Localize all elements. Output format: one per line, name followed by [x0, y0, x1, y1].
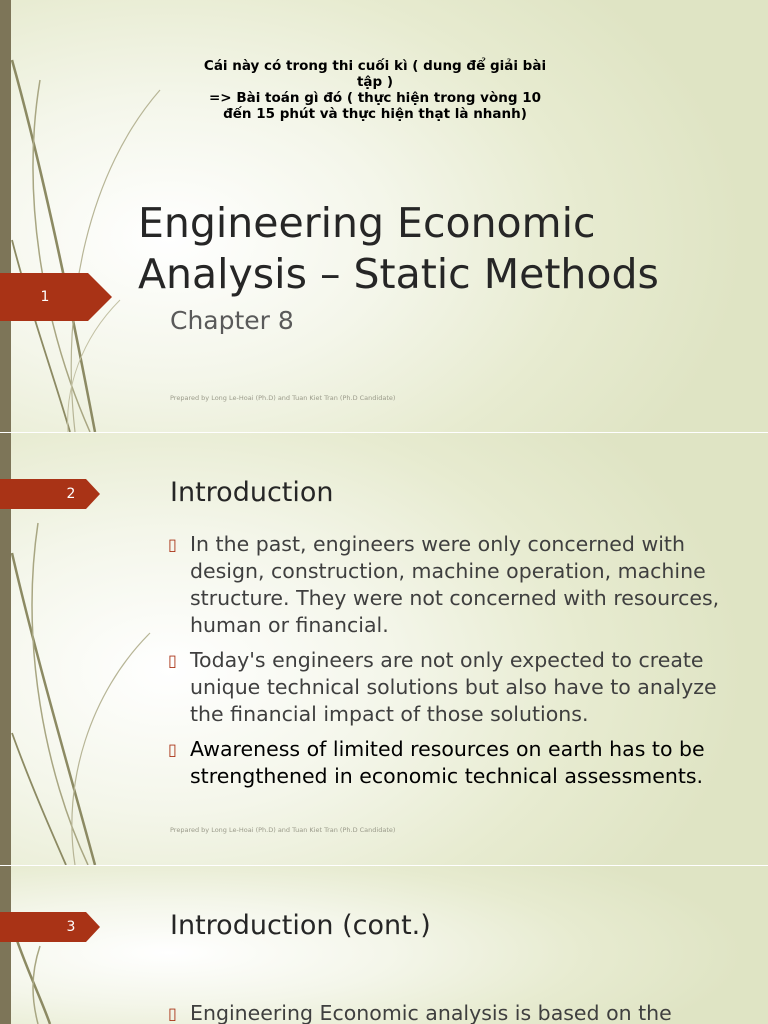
bullet-list [168, 1000, 743, 1024]
bullet-text: Awareness of limited resources on earth has to be strengthened in economic technical assessments. [190, 737, 705, 788]
note-line: Cái này có trong thi cuối kì ( dung để giải bài [203, 58, 547, 74]
slide-1[interactable] [0, 0, 768, 432]
slide-number-tab [0, 273, 112, 321]
slide-number-tab [0, 479, 100, 509]
slide-number-tab [0, 912, 100, 942]
list-item [168, 1000, 743, 1024]
slide-number: 1 [40, 289, 50, 305]
note-line: đến 15 phút và thực hiện thạt là nhanh) [223, 106, 527, 122]
slide-title [138, 198, 758, 300]
slide-heading: Introduction [170, 477, 334, 508]
bullet-text: Today's engineers are not only expected to create unique technical solutions but also have to analyze the financial impact of those solutions. [190, 648, 717, 726]
list-item [168, 647, 743, 728]
note-line: tập ) [356, 74, 394, 90]
list-item [168, 531, 743, 639]
slide-number: 3 [66, 919, 76, 935]
slide-credit: Prepared by Long Le-Hoai (Ph.D) and Tuan Kiet Tran (Ph.D Candidate) [170, 826, 396, 834]
checkbox-bullet-icon: ▯ [168, 740, 177, 759]
checkbox-bullet-icon: ▯ [168, 535, 177, 554]
title-line: Analysis – Static Methods [138, 250, 659, 298]
checkbox-bullet-icon: ▯ [168, 651, 177, 670]
bullet-list [168, 531, 743, 798]
slide-2[interactable] [0, 433, 768, 865]
note-line: => Bài toán gì đó ( thực hiện trong vòng 10 [209, 90, 541, 106]
bullet-text: Engineering Economic analysis is based on the [190, 1001, 672, 1024]
slide-credit: Prepared by Long Le-Hoai (Ph.D) and Tuan Kiet Tran (Ph.D Candidate) [170, 394, 396, 402]
checkbox-bullet-icon: ▯ [168, 1004, 177, 1023]
slide-number: 2 [66, 486, 76, 502]
slide-heading: Introduction (cont.) [170, 910, 431, 941]
bullet-text: In the past, engineers were only concerned with design, construction, machine operation, machine structure. They were not concerned with resources, human or financial. [190, 532, 720, 637]
handwritten-note [185, 58, 565, 122]
slide-3[interactable] [0, 866, 768, 1024]
slide-subtitle: Chapter 8 [170, 306, 294, 335]
list-item [168, 736, 743, 790]
title-line: Engineering Economic [138, 199, 596, 247]
